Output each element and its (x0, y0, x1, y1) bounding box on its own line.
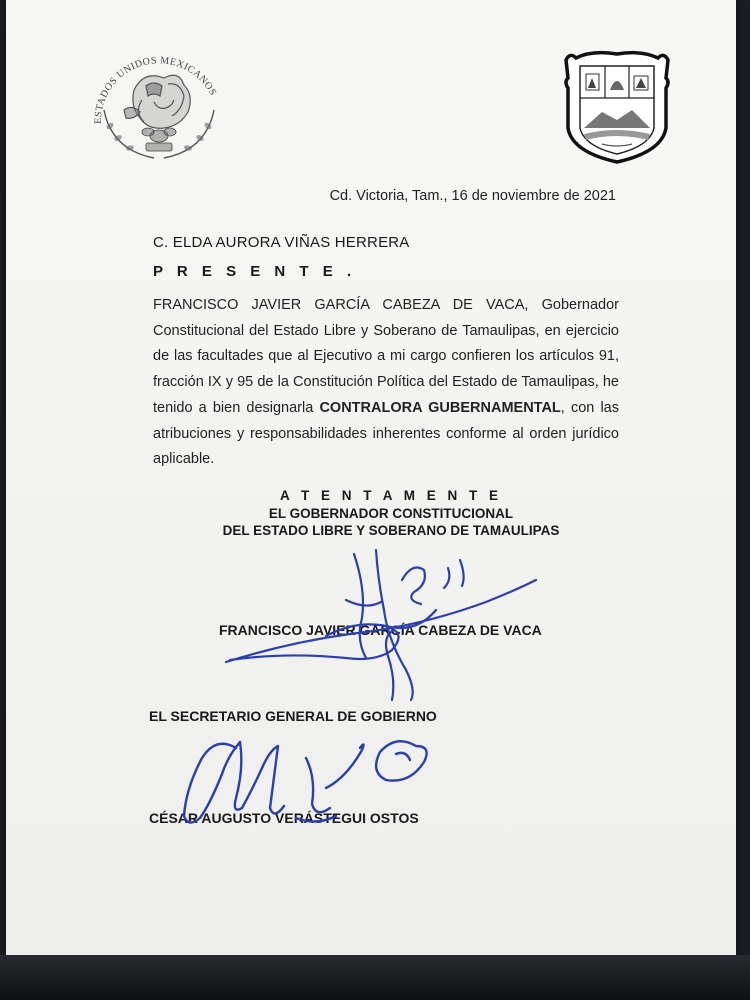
svg-text:ESTADOS UNIDOS MEXICANOS: ESTADOS UNIDOS MEXICANOS (92, 55, 219, 124)
body-text-part2: , con las atribuciones y responsabilidades inherentes conforme al orden jurídico aplicable. (153, 399, 619, 468)
mexico-coat-of-arms-icon (84, 40, 234, 170)
recipient-name: C. ELDA AURORA VIÑAS HERRERA (153, 234, 410, 251)
closing-atentamente: A T E N T A M E N T E (280, 488, 502, 503)
closing-title-line1: EL GOBERNADOR CONSTITUCIONAL (268, 505, 514, 521)
governor-name: FRANCISCO JAVIER GARCÍA CABEZA DE VACA (219, 622, 542, 638)
desk-background (0, 955, 750, 1000)
secretary-name: CÉSAR AUGUSTO VERÁSTEGUI OSTOS (149, 810, 419, 826)
salutation: P R E S E N T E . (153, 263, 357, 280)
closing-block (156, 487, 626, 540)
letter-date: Cd. Victoria, Tam., 16 de noviembre de 2021 (329, 188, 616, 204)
letter-body (153, 293, 619, 473)
body-text-appointment: CONTRALORA GUBERNAMENTAL (319, 399, 561, 416)
letter-page (6, 0, 736, 955)
closing-title-line2: DEL ESTADO LIBRE Y SOBERANO DE TAMAULIPAS (222, 523, 560, 538)
body-text-part1: FRANCISCO JAVIER GARCÍA CABEZA DE VACA, Gobernador Constitucional del Estado Libre y Soberano de Tamaulipas, en ejercicio de las facultades que al Ejecutivo a mi cargo confieren los artículos 91, fracción IX y 95 de la Constitución Política del Estado de Tamaulipas, he tenido a bien designarla (153, 297, 619, 416)
secretary-title: EL SECRETARIO GENERAL DE GOBIERNO (149, 708, 437, 724)
tamaulipas-coat-of-arms-icon (562, 48, 672, 166)
